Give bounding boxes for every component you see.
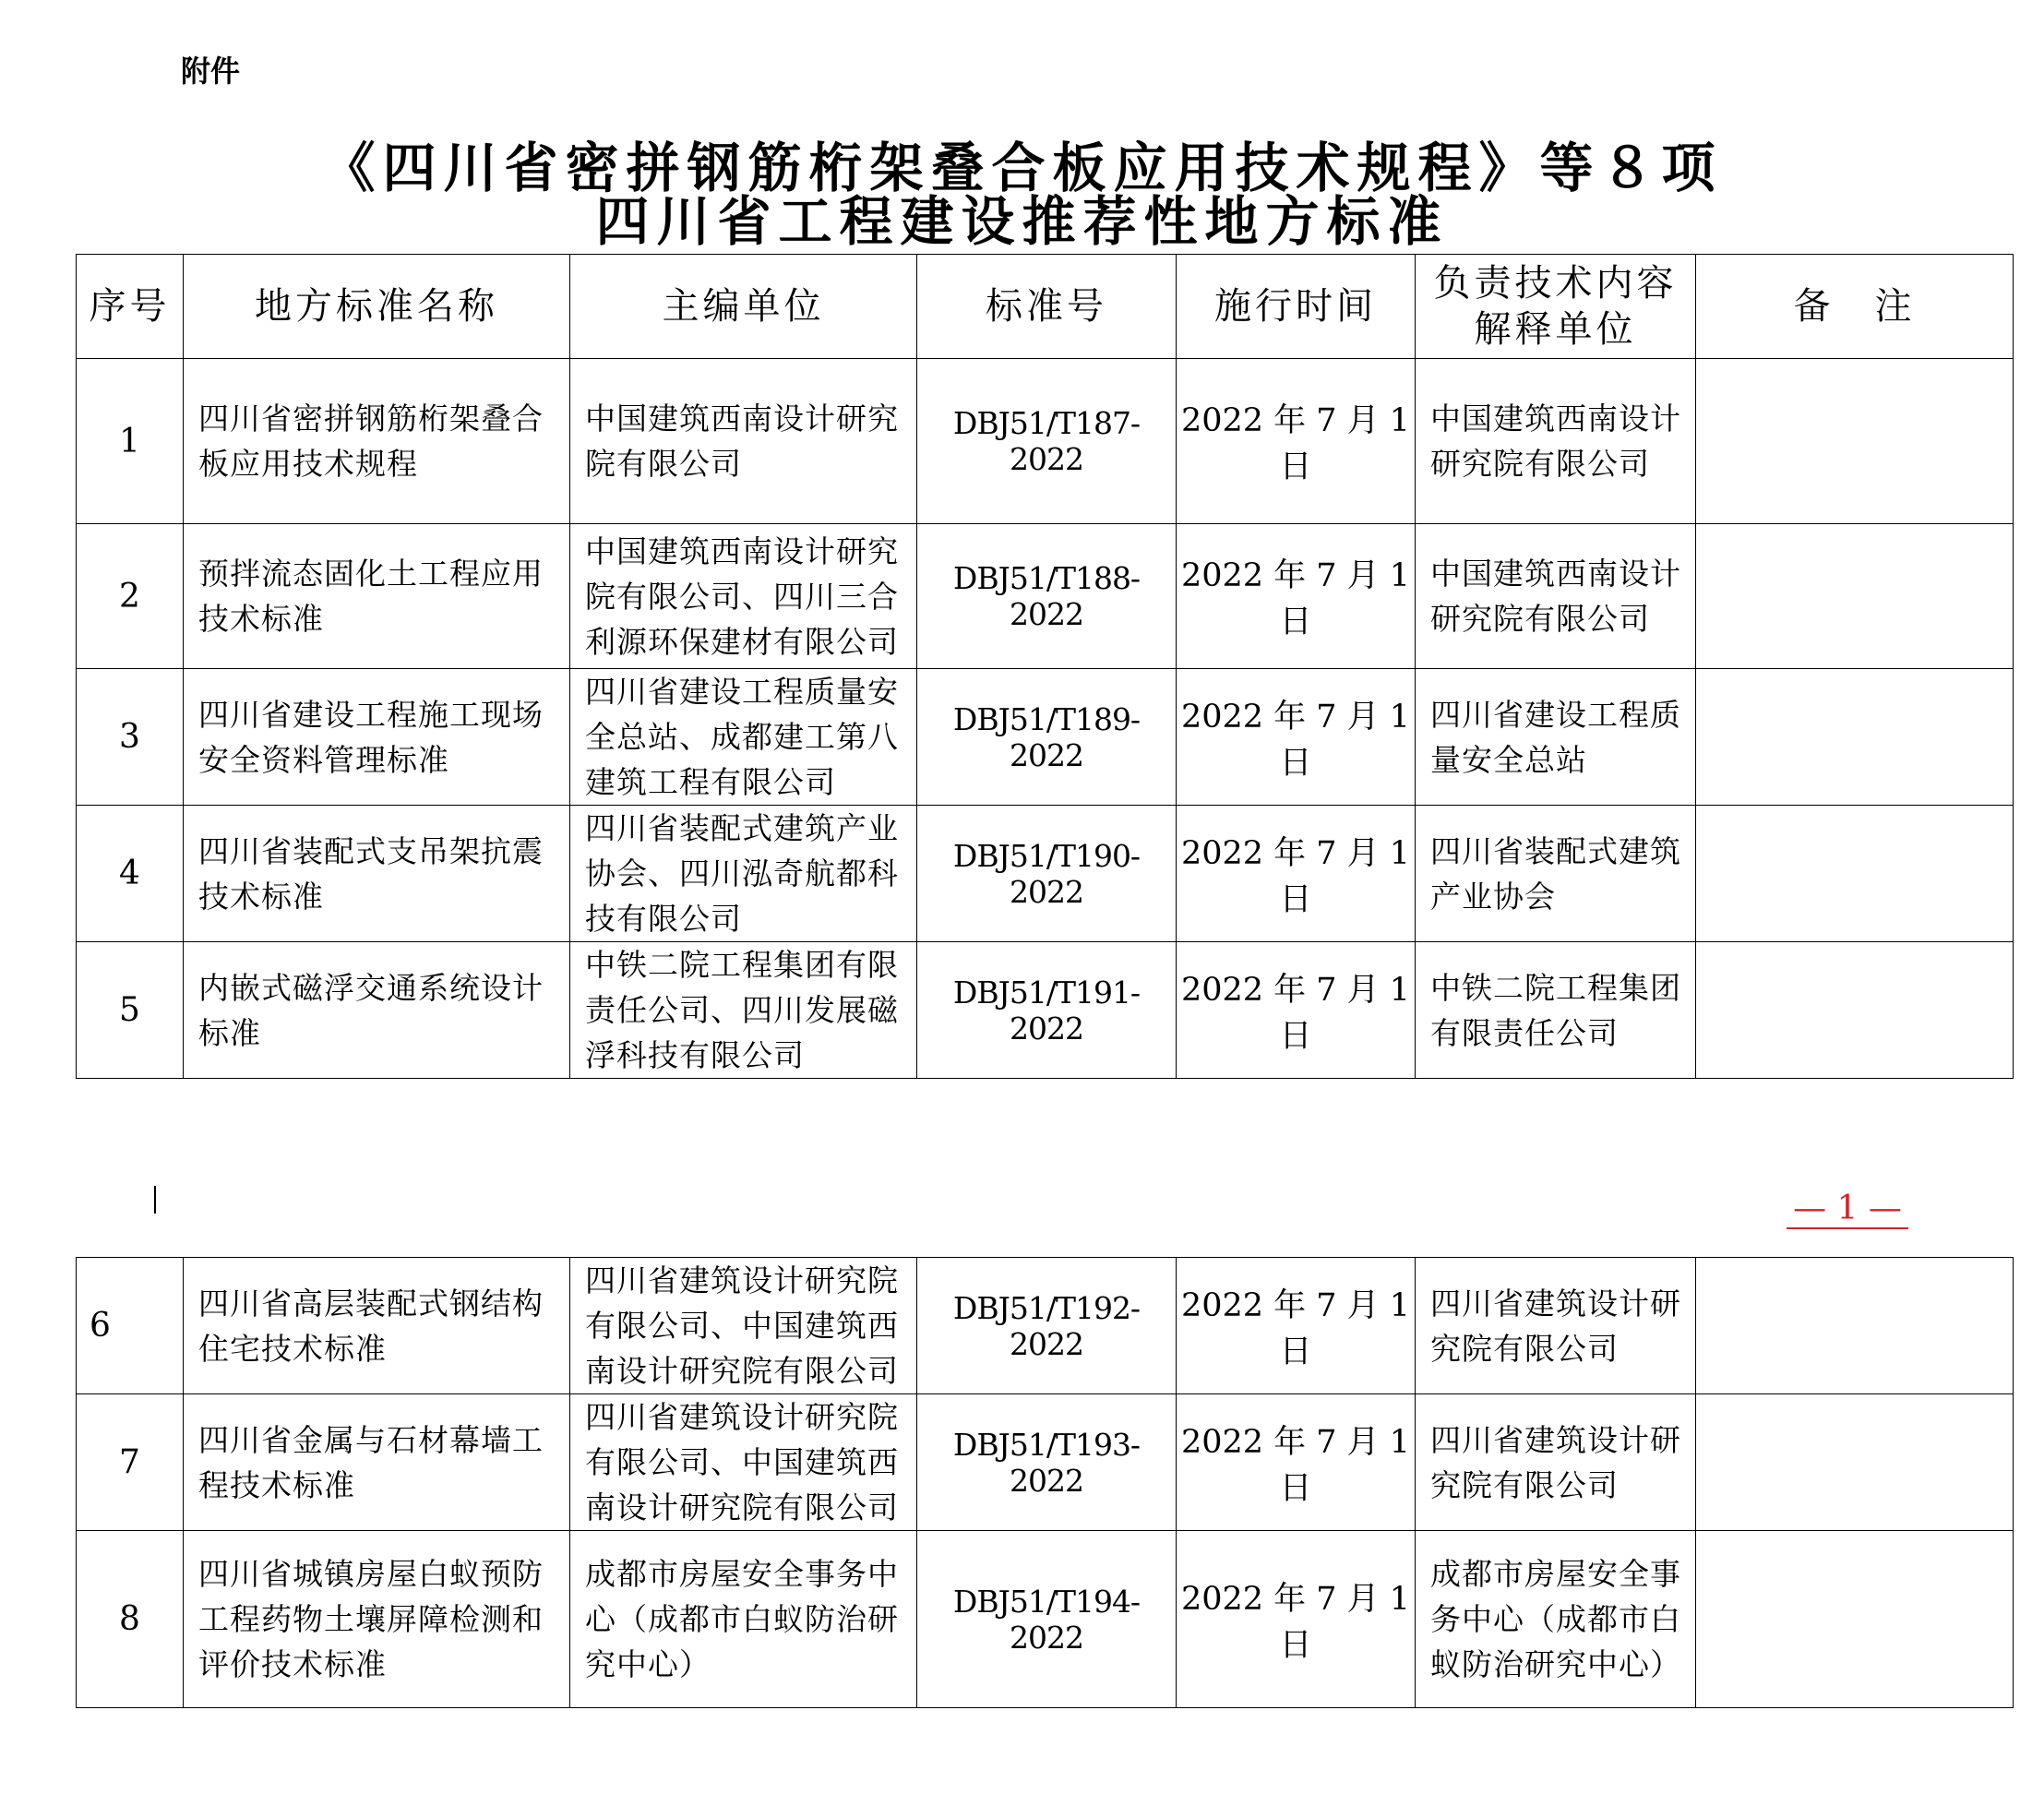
- row-explainer: 四川省装配式建筑产业协会: [1416, 806, 1696, 942]
- row-date: 2022 年 7 月 1 日: [1177, 1394, 1416, 1531]
- table-row: [77, 1394, 2014, 1531]
- row-name: 四川省高层装配式钢结构住宅技术标准: [184, 1258, 570, 1394]
- row-no: 6: [77, 1258, 184, 1394]
- row-code: DBJ51/T193-2022: [917, 1394, 1177, 1531]
- row-name: 预拌流态固化土工程应用技术标准: [184, 524, 570, 669]
- row-editor: 四川省建筑设计研究院有限公司、中国建筑西南设计研究院有限公司: [570, 1258, 917, 1394]
- row-remark: [1696, 669, 2014, 806]
- row-editor: 成都市房屋安全事务中心（成都市白蚁防治研究中心）: [570, 1531, 917, 1708]
- row-code: DBJ51/T188-2022: [917, 524, 1177, 669]
- col-header-remark: 备 注: [1696, 255, 2014, 359]
- row-code: DBJ51/T190-2022: [917, 806, 1177, 942]
- row-editor: 四川省建筑设计研究院有限公司、中国建筑西南设计研究院有限公司: [570, 1394, 917, 1531]
- row-date: 2022 年 7 月 1 日: [1177, 1258, 1416, 1394]
- row-code: DBJ51/T191-2022: [917, 942, 1177, 1079]
- row-explainer: 四川省建筑设计研究院有限公司: [1416, 1394, 1696, 1531]
- row-remark: [1696, 359, 2014, 524]
- row-no: 8: [77, 1531, 184, 1708]
- col-header-name: 地方标准名称: [184, 255, 570, 359]
- row-name: 四川省城镇房屋白蚁预防工程药物土壤屏障检测和评价技术标准: [184, 1531, 570, 1708]
- row-name: 内嵌式磁浮交通系统设计标准: [184, 942, 570, 1079]
- row-name: 四川省建设工程施工现场安全资料管理标准: [184, 669, 570, 806]
- col-header-explainer: [1416, 255, 1696, 359]
- table-row: [77, 806, 2014, 942]
- row-no: 7: [77, 1394, 184, 1531]
- row-remark: [1696, 1394, 2014, 1531]
- page-number: — 1 —: [1787, 1190, 1908, 1229]
- row-editor: 中铁二院工程集团有限责任公司、四川发展磁浮科技有限公司: [570, 942, 917, 1079]
- row-date: 2022 年 7 月 1 日: [1177, 1531, 1416, 1708]
- row-no: 4: [77, 806, 184, 942]
- col-header-explainer-line2: 解释单位: [1474, 308, 1637, 351]
- row-explainer: 中铁二院工程集团有限责任公司: [1416, 942, 1696, 1079]
- row-name: 四川省装配式支吊架抗震技术标准: [184, 806, 570, 942]
- row-explainer: 四川省建设工程质量安全总站: [1416, 669, 1696, 806]
- row-code: DBJ51/T192-2022: [917, 1258, 1177, 1394]
- row-name: 四川省金属与石材幕墙工程技术标准: [184, 1394, 570, 1531]
- row-explainer: 成都市房屋安全事务中心（成都市白蚁防治研究中心）: [1416, 1531, 1696, 1708]
- standards-table-page1: [76, 254, 2014, 1079]
- row-explainer: 四川省建筑设计研究院有限公司: [1416, 1258, 1696, 1394]
- row-no: 3: [77, 669, 184, 806]
- row-no: 1: [77, 359, 184, 524]
- row-code: DBJ51/T187-2022: [917, 359, 1177, 524]
- row-editor: 中国建筑西南设计研究院有限公司、四川三合利源环保建材有限公司: [570, 524, 917, 669]
- row-remark: [1696, 1531, 2014, 1708]
- attachment-label: 附件: [181, 54, 241, 89]
- table-row: [77, 669, 2014, 806]
- row-editor: 中国建筑西南设计研究院有限公司: [570, 359, 917, 524]
- row-explainer: 中国建筑西南设计研究院有限公司: [1416, 359, 1696, 524]
- row-remark: [1696, 524, 2014, 669]
- table-row: [77, 524, 2014, 669]
- col-header-editor: 主编单位: [570, 255, 917, 359]
- col-header-explainer-line1: 负责技术内容: [1433, 262, 1678, 305]
- row-explainer: 中国建筑西南设计研究院有限公司: [1416, 524, 1696, 669]
- row-code: DBJ51/T189-2022: [917, 669, 1177, 806]
- row-remark: [1696, 1258, 2014, 1394]
- col-header-code: 标准号: [917, 255, 1177, 359]
- table-row: [77, 1531, 2014, 1708]
- row-date: 2022 年 7 月 1 日: [1177, 524, 1416, 669]
- table-row: [77, 1258, 2014, 1394]
- row-code: DBJ51/T194-2022: [917, 1531, 1177, 1708]
- col-header-date: 施行时间: [1177, 255, 1416, 359]
- table-row: [77, 359, 2014, 524]
- row-editor: 四川省装配式建筑产业协会、四川泓奇航都科技有限公司: [570, 806, 917, 942]
- row-date: 2022 年 7 月 1 日: [1177, 669, 1416, 806]
- text-cursor: [154, 1186, 156, 1214]
- row-editor: 四川省建设工程质量安全总站、成都建工第八建筑工程有限公司: [570, 669, 917, 806]
- row-date: 2022 年 7 月 1 日: [1177, 359, 1416, 524]
- row-no: 2: [77, 524, 184, 669]
- table-row: [77, 942, 2014, 1079]
- table-header-row: [77, 255, 2014, 359]
- row-date: 2022 年 7 月 1 日: [1177, 942, 1416, 1079]
- standards-table-page2: [76, 1257, 2014, 1708]
- col-header-no: 序号: [77, 255, 184, 359]
- page-title-line2: 四川省工程建设推荐性地方标准: [595, 190, 1449, 253]
- row-remark: [1696, 942, 2014, 1079]
- row-no: 5: [77, 942, 184, 1079]
- page-title-line1: 《四川省密拼钢筋桁架叠合板应用技术规程》等８项: [321, 137, 1723, 199]
- row-name: 四川省密拼钢筋桁架叠合板应用技术规程: [184, 359, 570, 524]
- row-remark: [1696, 806, 2014, 942]
- row-date: 2022 年 7 月 1 日: [1177, 806, 1416, 942]
